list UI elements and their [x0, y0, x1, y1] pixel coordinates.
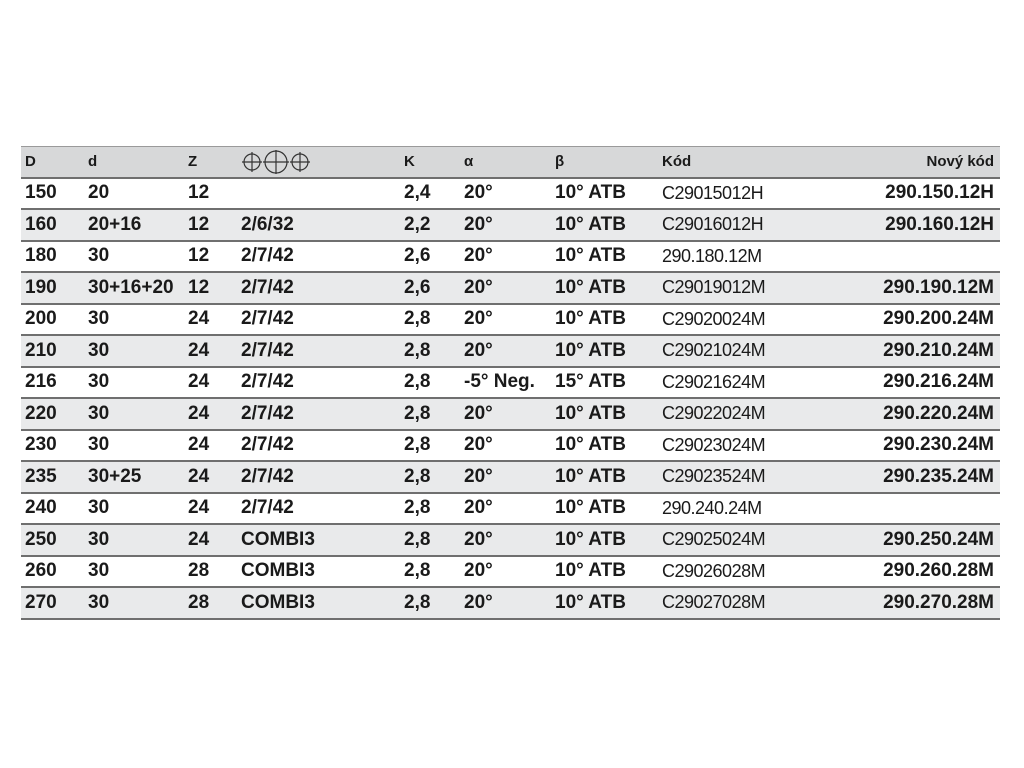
col-header-D: D: [21, 147, 84, 178]
cell-holes: COMBI3: [237, 556, 400, 588]
table-row: [21, 430, 1000, 462]
cell-beta: 15° ATB: [551, 367, 658, 399]
cell-d: 30: [84, 430, 184, 462]
cell-alpha: 20°: [460, 272, 551, 304]
cell-Z: 24: [184, 304, 237, 336]
cell-holes: 2/7/42: [237, 461, 400, 493]
cell-alpha: -5° Neg.: [460, 367, 551, 399]
cell-alpha: 20°: [460, 398, 551, 430]
cell-alpha: 20°: [460, 430, 551, 462]
cell-kod: C29021624M: [658, 367, 858, 399]
cell-K: 2,8: [400, 524, 460, 556]
cell-Z: 28: [184, 556, 237, 588]
cell-d: 30: [84, 398, 184, 430]
cell-novy-kod: 290.190.12M: [858, 272, 1000, 304]
cell-K: 2,8: [400, 556, 460, 588]
cell-beta: 10° ATB: [551, 178, 658, 210]
cell-d: 30: [84, 367, 184, 399]
col-header-kod: Kód: [658, 147, 858, 178]
cell-kod: C29027028M: [658, 587, 858, 619]
col-header-K: K: [400, 147, 460, 178]
cell-K: 2,8: [400, 587, 460, 619]
table-row: [21, 178, 1000, 210]
cell-D: 190: [21, 272, 84, 304]
cell-holes: 2/7/42: [237, 272, 400, 304]
cell-D: 260: [21, 556, 84, 588]
cell-d: 30+16+20: [84, 272, 184, 304]
cell-K: 2,8: [400, 430, 460, 462]
table-row: [21, 556, 1000, 588]
cell-holes: 2/7/42: [237, 335, 400, 367]
cell-Z: 12: [184, 241, 237, 273]
table-row: [21, 241, 1000, 273]
cell-Z: 12: [184, 209, 237, 241]
cell-Z: 24: [184, 398, 237, 430]
cell-holes: 2/6/32: [237, 209, 400, 241]
cell-D: 160: [21, 209, 84, 241]
cell-d: 30: [84, 556, 184, 588]
cell-kod: C29016012H: [658, 209, 858, 241]
cell-Z: 24: [184, 367, 237, 399]
cell-beta: 10° ATB: [551, 430, 658, 462]
cell-K: 2,8: [400, 304, 460, 336]
cell-novy-kod: 290.216.24M: [858, 367, 1000, 399]
cell-Z: 24: [184, 493, 237, 525]
cell-novy-kod: 290.250.24M: [858, 524, 1000, 556]
cell-alpha: 20°: [460, 335, 551, 367]
cell-Z: 12: [184, 272, 237, 304]
cell-novy-kod: 290.235.24M: [858, 461, 1000, 493]
cell-alpha: 20°: [460, 493, 551, 525]
cell-D: 200: [21, 304, 84, 336]
cell-Z: 24: [184, 335, 237, 367]
table-row: [21, 209, 1000, 241]
cell-d: 30: [84, 524, 184, 556]
cell-alpha: 20°: [460, 304, 551, 336]
table-row: [21, 272, 1000, 304]
table-row: [21, 367, 1000, 399]
cell-kod: C29023024M: [658, 430, 858, 462]
cell-K: 2,4: [400, 178, 460, 210]
table-row: [21, 304, 1000, 336]
cell-Z: 24: [184, 461, 237, 493]
cell-kod: C29019012M: [658, 272, 858, 304]
cell-D: 210: [21, 335, 84, 367]
cell-d: 20: [84, 178, 184, 210]
cell-alpha: 20°: [460, 587, 551, 619]
cell-D: 250: [21, 524, 84, 556]
col-header-Z: Z: [184, 147, 237, 178]
cell-beta: 10° ATB: [551, 272, 658, 304]
table-row: [21, 335, 1000, 367]
cell-alpha: 20°: [460, 178, 551, 210]
cell-novy-kod: 290.260.28M: [858, 556, 1000, 588]
table-row: [21, 493, 1000, 525]
cell-beta: 10° ATB: [551, 209, 658, 241]
cell-holes: COMBI3: [237, 524, 400, 556]
cell-beta: 10° ATB: [551, 304, 658, 336]
table-row: [21, 461, 1000, 493]
cell-Z: 24: [184, 430, 237, 462]
cell-novy-kod: [858, 241, 1000, 273]
cell-K: 2,8: [400, 461, 460, 493]
cell-Z: 24: [184, 524, 237, 556]
cell-K: 2,6: [400, 272, 460, 304]
col-header-beta: β: [551, 147, 658, 178]
cell-kod: 290.180.12M: [658, 241, 858, 273]
cell-D: 240: [21, 493, 84, 525]
cell-alpha: 20°: [460, 524, 551, 556]
cell-kod: C29021024M: [658, 335, 858, 367]
bore-holes-icon: [241, 150, 311, 174]
col-header-holes: [237, 147, 400, 178]
cell-beta: 10° ATB: [551, 398, 658, 430]
cell-holes: 2/7/42: [237, 367, 400, 399]
header-row: [21, 147, 1000, 178]
cell-beta: 10° ATB: [551, 493, 658, 525]
cell-D: 235: [21, 461, 84, 493]
cell-beta: 10° ATB: [551, 335, 658, 367]
cell-d: 30: [84, 587, 184, 619]
cell-kod: C29025024M: [658, 524, 858, 556]
cell-alpha: 20°: [460, 241, 551, 273]
table-row: [21, 398, 1000, 430]
cell-D: 220: [21, 398, 84, 430]
cell-holes: COMBI3: [237, 587, 400, 619]
cell-d: 30: [84, 241, 184, 273]
cell-beta: 10° ATB: [551, 461, 658, 493]
cell-holes: [237, 178, 400, 210]
cell-beta: 10° ATB: [551, 241, 658, 273]
product-table: [21, 146, 1000, 620]
cell-kod: C29026028M: [658, 556, 858, 588]
cell-holes: 2/7/42: [237, 398, 400, 430]
cell-Z: 28: [184, 587, 237, 619]
cell-D: 216: [21, 367, 84, 399]
cell-d: 30: [84, 493, 184, 525]
cell-d: 20+16: [84, 209, 184, 241]
col-header-novy-kod: Nový kód: [858, 147, 1000, 178]
cell-novy-kod: 290.270.28M: [858, 587, 1000, 619]
table-row: [21, 587, 1000, 619]
cell-holes: 2/7/42: [237, 493, 400, 525]
cell-Z: 12: [184, 178, 237, 210]
cell-K: 2,2: [400, 209, 460, 241]
cell-kod: C29020024M: [658, 304, 858, 336]
cell-d: 30: [84, 335, 184, 367]
cell-novy-kod: 290.200.24M: [858, 304, 1000, 336]
cell-kod: C29022024M: [658, 398, 858, 430]
cell-alpha: 20°: [460, 209, 551, 241]
col-header-alpha: α: [460, 147, 551, 178]
cell-alpha: 20°: [460, 556, 551, 588]
cell-K: 2,8: [400, 367, 460, 399]
cell-K: 2,8: [400, 493, 460, 525]
table-row: [21, 524, 1000, 556]
cell-beta: 10° ATB: [551, 587, 658, 619]
cell-D: 180: [21, 241, 84, 273]
col-header-d: d: [84, 147, 184, 178]
cell-novy-kod: 290.220.24M: [858, 398, 1000, 430]
cell-kod: 290.240.24M: [658, 493, 858, 525]
cell-beta: 10° ATB: [551, 524, 658, 556]
cell-novy-kod: 290.230.24M: [858, 430, 1000, 462]
cell-holes: 2/7/42: [237, 304, 400, 336]
cell-novy-kod: 290.210.24M: [858, 335, 1000, 367]
cell-K: 2,8: [400, 335, 460, 367]
cell-K: 2,6: [400, 241, 460, 273]
cell-alpha: 20°: [460, 461, 551, 493]
cell-d: 30+25: [84, 461, 184, 493]
cell-holes: 2/7/42: [237, 430, 400, 462]
cell-D: 270: [21, 587, 84, 619]
cell-beta: 10° ATB: [551, 556, 658, 588]
cell-kod: C29015012H: [658, 178, 858, 210]
cell-D: 230: [21, 430, 84, 462]
cell-D: 150: [21, 178, 84, 210]
cell-novy-kod: [858, 493, 1000, 525]
cell-K: 2,8: [400, 398, 460, 430]
cell-holes: 2/7/42: [237, 241, 400, 273]
cell-kod: C29023524M: [658, 461, 858, 493]
cell-d: 30: [84, 304, 184, 336]
cell-novy-kod: 290.160.12H: [858, 209, 1000, 241]
cell-novy-kod: 290.150.12H: [858, 178, 1000, 210]
